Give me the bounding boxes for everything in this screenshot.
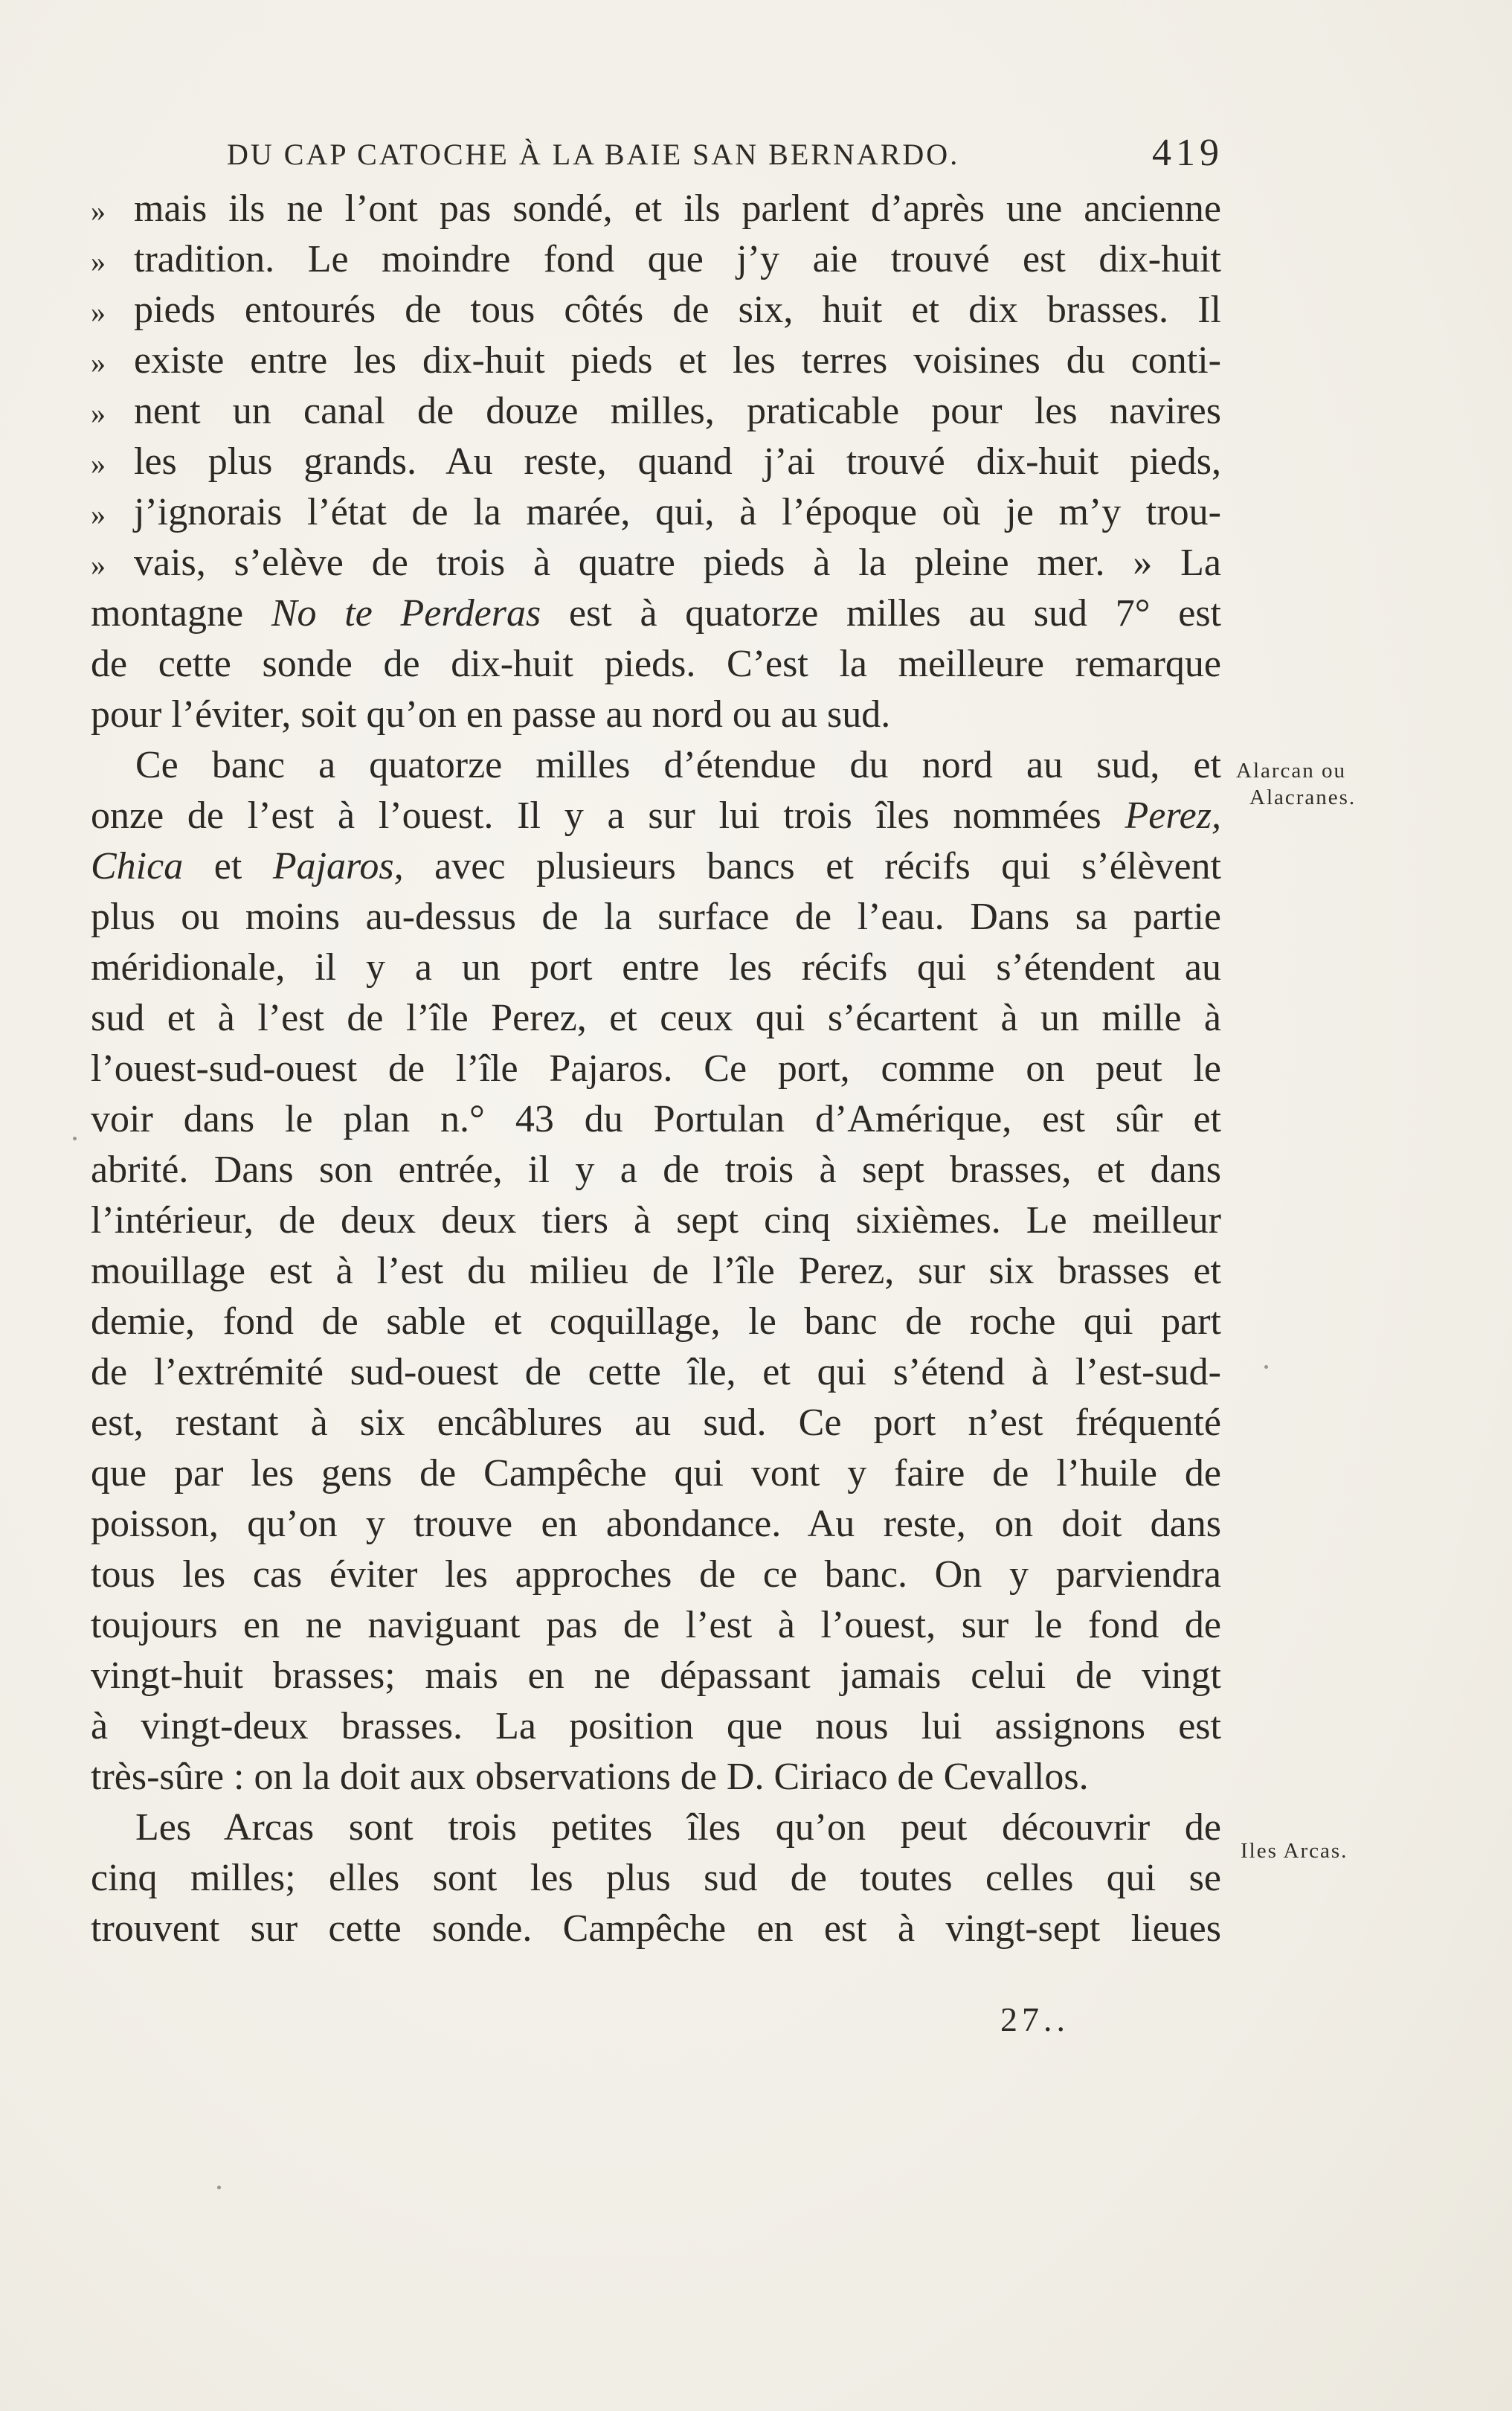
text-line: méridionale, il y a un port entre les récifs qui s’étendent au — [91, 946, 1221, 989]
text-line: est, restant à six encâblures au sud. Ce port n’est fréquenté — [91, 1402, 1221, 1444]
text-line: pour l’éviter, soit qu’on en passe au nord ou au sud. — [91, 693, 891, 736]
text-line: l’intérieur, de deux deux tiers à sept cinq sixièmes. Le meilleur — [91, 1199, 1221, 1242]
quoted-line: » nent un canal de douze milles, praticable pour les navires — [91, 386, 1221, 437]
text-line: mouillage est à l’est du milieu de l’île Perez, sur six brasses et — [91, 1250, 1221, 1292]
margin-note-alacranes-2: Alacranes. — [1249, 786, 1357, 809]
text-line: voir dans le plan n.° 43 du Portulan d’Amérique, est sûr et — [91, 1098, 1221, 1140]
text-line: montagne No te Perderas est à quatorze milles au sud 7° est — [91, 592, 1222, 635]
text-line: Chica et Pajaros, avec plusieurs bancs et récifs qui s’élèvent — [91, 845, 1221, 887]
quote-mark: » — [91, 245, 106, 278]
quote-mark: » — [91, 447, 106, 481]
text-line: très-sûre : on la doit aux observations de D. Ciriaco de Cevallos. — [91, 1756, 1089, 1798]
running-header — [227, 131, 1223, 183]
quote-mark: » — [91, 548, 106, 582]
paper-speck — [73, 1137, 77, 1140]
italic-place-name: Chica — [91, 845, 184, 887]
quote-mark: » — [91, 397, 106, 430]
quote-mark: » — [91, 346, 106, 379]
quote-mark: » — [91, 498, 106, 531]
italic-place-name: Pajaros, — [272, 845, 404, 887]
quoted-line: » mais ils ne l’ont pas sondé, et ils parlent d’après une ancienne — [91, 184, 1221, 234]
text-line: de cette sonde de dix-huit pieds. C’est la meilleure remarque — [91, 643, 1221, 685]
italic-place-name: Perez, — [1125, 794, 1221, 837]
paper-speck — [1264, 1365, 1268, 1369]
margin-note-arcas: Iles Arcas. — [1241, 1839, 1348, 1863]
text-line: vingt-huit brasses; mais en ne dépassant jamais celui de vingt — [91, 1654, 1221, 1697]
paragraph-start-line: Les Arcas sont trois petites îles qu’on peut découvrir de — [135, 1806, 1221, 1849]
quoted-line: » j’ignorais l’état de la marée, qui, à l’époque où je m’y trou- — [91, 487, 1221, 538]
text-line: plus ou moins au-dessus de la surface de l’eau. Dans sa partie — [91, 896, 1221, 938]
quoted-line: » pieds entourés de tous côtés de six, huit et dix brasses. Il — [91, 285, 1221, 336]
text-line: à vingt-deux brasses. La position que nous lui assignons est — [91, 1705, 1221, 1747]
paper-speck — [217, 2186, 221, 2189]
margin-note-alacranes-1: Alarcan ou — [1236, 759, 1347, 783]
text-line: toujours en ne naviguant pas de l’est à l’ouest, sur le fond de — [91, 1604, 1221, 1646]
text-line: abrité. Dans son entrée, il y a de trois à sept brasses, et dans — [91, 1149, 1221, 1191]
paragraph-start-line: Ce banc a quatorze milles d’étendue du nord au sud, et — [135, 744, 1221, 786]
text-line: de l’extrémité sud-ouest de cette île, et qui s’étend à l’est-sud- — [91, 1351, 1221, 1393]
quote-mark: » — [91, 194, 106, 228]
text-line: cinq milles; elles sont les plus sud de toutes celles qui se — [91, 1857, 1221, 1899]
text-line: tous les cas éviter les approches de ce banc. On y parviendra — [91, 1553, 1221, 1596]
quoted-line: » les plus grands. Au reste, quand j’ai trouvé dix-huit pieds, — [91, 437, 1221, 487]
header-title: DU CAP CATOCHE À LA BAIE SAN BERNARDO. — [227, 138, 960, 171]
text-line: poisson, qu’on y trouve en abondance. Au reste, on doit dans — [91, 1503, 1221, 1545]
quoted-line: » existe entre les dix-huit pieds et les terres voisines du conti- — [91, 336, 1221, 386]
page-number: 419 — [1152, 132, 1223, 174]
quoted-line: » vais, s’elève de trois à quatre pieds à la pleine mer. » La — [91, 538, 1221, 588]
quoted-line: » tradition. Le moindre fond que j’y aie trouvé est dix-huit — [91, 234, 1221, 285]
text-line: trouvent sur cette sonde. Campêche en est à vingt-sept lieues — [91, 1907, 1221, 1950]
signature-mark: 27.. — [1000, 2000, 1069, 2038]
text-line: onze de l’est à l’ouest. Il y a sur lui trois îles nommées Perez, — [91, 794, 1221, 837]
text-line: que par les gens de Campêche qui vont y faire de l’huile de — [91, 1452, 1221, 1495]
body-text — [91, 184, 1221, 1954]
italic-place-name: No te Perderas — [271, 592, 541, 635]
quote-mark: » — [91, 295, 106, 329]
text-line: l’ouest-sud-ouest de l’île Pajaros. Ce port, comme on peut le — [91, 1047, 1221, 1090]
text-line: sud et à l’est de l’île Perez, et ceux qui s’écartent à un mille à — [91, 997, 1221, 1039]
text-line: demie, fond de sable et coquillage, le banc de roche qui part — [91, 1300, 1221, 1343]
